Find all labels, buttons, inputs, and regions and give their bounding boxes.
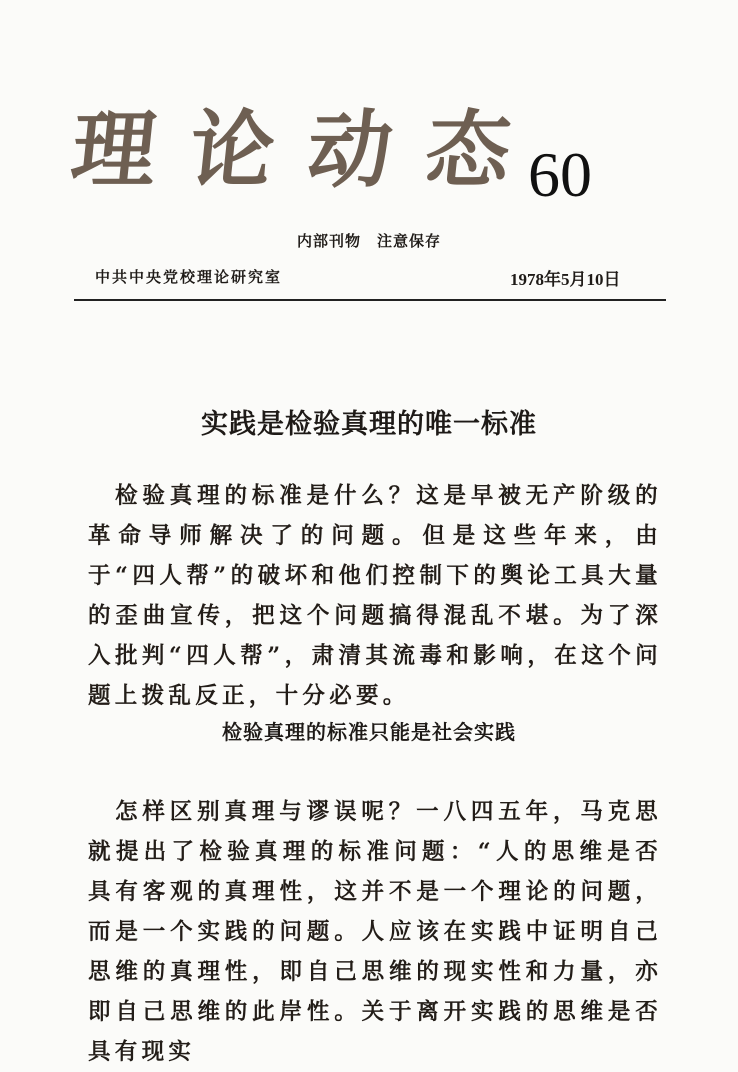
- publication-date: 1978年5月10日: [510, 270, 621, 289]
- masthead-title: 理论动态: [66, 101, 550, 199]
- publisher: 中共中央党校理论研究室: [95, 268, 283, 286]
- section-heading: 检验真理的标准只能是社会实践: [222, 720, 516, 744]
- paragraph-1: 检验真理的标准是什么？这是早被无产阶级的革命导师解决了的问题。但是这些年来，由于“四人帮”的破坏和他们控制下的舆论工具大量的歪曲宣传，把这个问题搞得混乱不堪。为了深入批判“四人帮”，肃清其流毒和影响，在这个问题上拨乱反正，十分必要。: [88, 483, 662, 709]
- paragraph-2: 怎样区别真理与谬误呢？一八四五年，马克思就提出了检验真理的标准问题：“人的思维是否具有客观的真理性，这并不是一个理论的问题，而是一个实践的问题。人应该在实践中证明自己思维的真理性，即自己思维的现实性和力量，亦即自己思维的此岸性。关于离开实践的思维是否具有现实: [88, 799, 662, 1065]
- internal-notice: 内部刊物 注意保存: [296, 232, 441, 250]
- article-title: 实践是检验真理的唯一标准: [201, 409, 537, 440]
- issue-number: 60: [528, 139, 592, 210]
- header-divider: [74, 299, 666, 301]
